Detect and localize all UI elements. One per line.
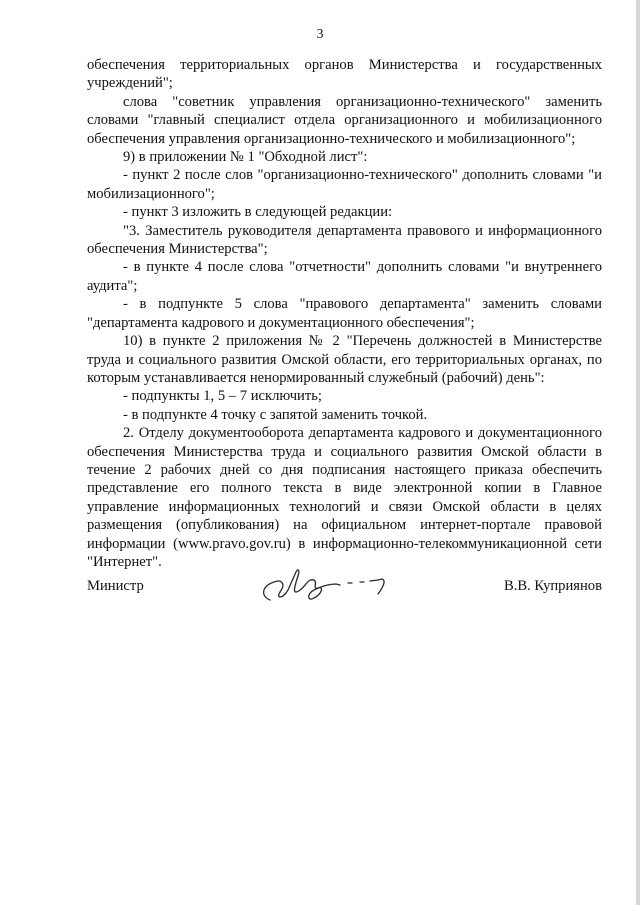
paragraph-12: 2. Отделу документооборота департамента кадрового и документационного обеспечения Министерства труда и социального развития Омской области в течение 2 рабочих дней со дня подписания настоящего приказа обеспечить представление его полного текста в виде электронной копии в Главное управление информационных технологий и связи Омской области в целях размещения (опубликования) на официальном интернет-портале правовой информации (www.pravo.gov.ru) в информационно-телекоммуникационной сети "Интернет". bbox=[87, 425, 602, 570]
paragraph-5: - пункт 3 изложить в следующей редакции: bbox=[123, 204, 393, 221]
paragraph-6: "3. Заместитель руководителя департамента правового и информационного обеспечения Министерства"; bbox=[87, 222, 602, 258]
page-number: 3 bbox=[316, 27, 324, 42]
signature-block bbox=[87, 572, 602, 608]
scan-edge bbox=[636, 0, 640, 905]
signer-name: В.В. Куприянов bbox=[504, 578, 602, 594]
paragraph-10: - подпункты 1, 5 – 7 исключить; bbox=[123, 388, 322, 405]
paragraph-1: обеспечения территориальных органов Министерства и государственных учреждений"; bbox=[87, 57, 602, 92]
paragraph-9: 10) в пункте 2 приложения № 2 "Перечень должностей в Министерстве труда и социального развития Омской области, его территориальных органах, по которым устанавливается ненормированный служебный (рабочий) день": bbox=[87, 333, 602, 386]
signer-title: Министр bbox=[87, 578, 144, 594]
handwritten-signature bbox=[252, 560, 412, 608]
paragraph-7: - в пункте 4 после слова "отчетности" дополнить словами "и внутреннего аудита"; bbox=[87, 259, 602, 294]
paragraph-2: слова "советник управления организационно-технического" заменить словами "главный специалист отдела организационного и мобилизационного обеспечения управления организационно-технического и мобилизационного"; bbox=[87, 93, 602, 147]
paragraph-8: - в подпункте 5 слова "правового департамента" заменить словами "департамента кадрового и документационного обеспечения"; bbox=[87, 296, 602, 331]
paragraph-3: 9) в приложении № 1 "Обходной лист": bbox=[123, 149, 368, 166]
paragraph-4: - пункт 2 после слов "организационно-технического" дополнить словами "и мобилизационного"; bbox=[87, 167, 602, 202]
paragraph-11: - в подпункте 4 точку с запятой заменить точкой. bbox=[123, 406, 428, 423]
document-body bbox=[87, 56, 602, 571]
